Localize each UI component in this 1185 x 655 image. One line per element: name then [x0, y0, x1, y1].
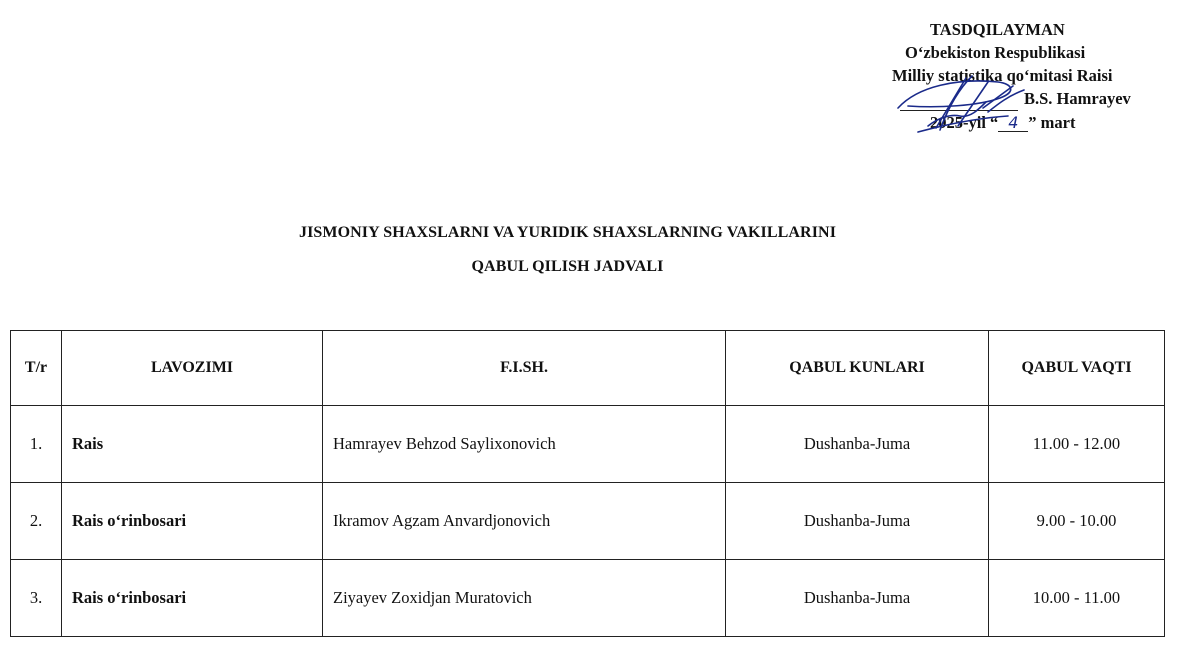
header-time: QABUL VAQTI [989, 331, 1165, 406]
row-position: Rais o‘rinbosari [62, 560, 323, 637]
row-days: Dushanba-Juma [726, 560, 989, 637]
table-header-row [11, 331, 1165, 406]
approval-heading: TASDQILAYMAN [930, 20, 1065, 39]
row-num: 1. [11, 406, 62, 483]
row-name: Ziyayev Zoxidjan Muratovich [323, 560, 726, 637]
row-position: Rais [62, 406, 323, 483]
row-time: 10.00 - 11.00 [989, 560, 1165, 637]
row-days: Dushanba-Juma [726, 406, 989, 483]
approval-org-line2: Milliy statistika qo‘mitasi Raisi [892, 66, 1113, 85]
row-days: Dushanba-Juma [726, 483, 989, 560]
date-prefix: 2025-yil “ [930, 113, 999, 132]
row-time: 11.00 - 12.00 [989, 406, 1165, 483]
row-num: 2. [11, 483, 62, 560]
table-row [11, 483, 1165, 560]
header-position: LAVOZIMI [62, 331, 323, 406]
approval-org-line1: O‘zbekiston Respublikasi [905, 43, 1086, 62]
table-row [11, 560, 1165, 637]
signatory-name: B.S. Hamrayev [1024, 89, 1131, 108]
reception-schedule-table [10, 330, 1165, 637]
row-name: Ikramov Agzam Anvardjonovich [323, 483, 726, 560]
header-name: F.I.SH. [323, 331, 726, 406]
row-name: Hamrayev Behzod Saylixonovich [323, 406, 726, 483]
date-day: 4 [998, 115, 1028, 132]
date-suffix: ” mart [1028, 113, 1076, 132]
table-row [11, 406, 1165, 483]
header-days: QABUL KUNLARI [726, 331, 989, 406]
document-title-line1: JISMONIY SHAXSLARNI VA YURIDIK SHAXSLARNING VAKILLARINI [298, 224, 837, 241]
document-title-line2: QABUL QILISH JADVALI [471, 258, 664, 275]
handwritten-signature [888, 68, 1028, 146]
row-num: 3. [11, 560, 62, 637]
row-time: 9.00 - 10.00 [989, 483, 1165, 560]
header-num: T/r [11, 331, 62, 406]
row-position: Rais o‘rinbosari [62, 483, 323, 560]
